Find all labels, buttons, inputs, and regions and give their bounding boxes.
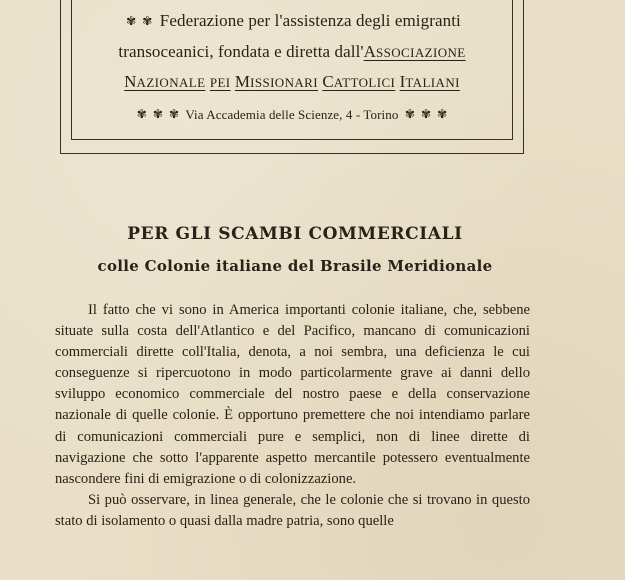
fleuron-ornament-icon: ✾ — [142, 14, 153, 28]
paragraph: Si può osservare, in linea generale, che le colonie che si trovano in questo stato di isolamento o quasi dalla madre patria, sono quelle — [55, 491, 530, 529]
association-name-part-2: NAZIONALE — [124, 72, 206, 91]
fleuron-ornament-icon: ✾ — [126, 14, 137, 28]
association-name-part-1: ASSOCIAZIONE — [363, 42, 466, 61]
article-title: PER GLI SCAMBI COMMERCIALI — [127, 224, 463, 244]
fleuron-ornament-icon: ✾ — [136, 107, 147, 121]
association-name-part-6: ITALIANI — [399, 72, 460, 91]
fleuron-ornament-icon: ✾ — [169, 107, 180, 121]
header-line-1 — [71, 12, 513, 29]
association-name-part-4: MISSIONARI — [234, 72, 318, 91]
header-address-line — [71, 108, 513, 121]
association-name-part-3: PEI — [209, 75, 231, 90]
header-line-3 — [71, 73, 513, 90]
federation-description: Federazione per l'assistenza degli emigranti — [159, 11, 461, 30]
article-subtitle: colle Colonie italiane del Brasile Meridionale — [97, 257, 493, 275]
fleuron-ornament-icon: ✾ — [437, 107, 448, 121]
fleuron-ornament-icon: ✾ — [420, 107, 432, 121]
article-body — [55, 300, 530, 532]
address: Via Accademia delle Scienze, 4 - Torino — [185, 107, 399, 122]
association-name-part-5: CATTOLICI — [322, 72, 396, 91]
fleuron-ornament-icon: ✾ — [404, 107, 415, 121]
fleuron-ornament-icon: ✾ — [152, 107, 164, 121]
header-line-2 — [71, 43, 513, 60]
paragraph: Il fatto che vi sono in America importanti colonie italiane, che, sebbene situate sulla costa dell'Atlantico e del Pacifico, mancano di comunicazioni commerciali dirette coll'Italia, denota, a noi sembra, una deficienza le cui conseguenze si ripercuotono in modo particolarmente grave ai danni dello sviluppo economico commerciale del nostro paese e della conservazione nazionale di quelle colonie. È opportuno premettere che noi intendiamo parlare di comunicazioni commerciali pure e semplici, non di linee dirette di navigazione che sotto l'apparente aspetto mercantile potessero eventualmente nascondere fini di emigrazione o di colonizzazione. — [55, 302, 530, 487]
founding-text: transoceanici, fondata e diretta dall' — [118, 42, 364, 61]
